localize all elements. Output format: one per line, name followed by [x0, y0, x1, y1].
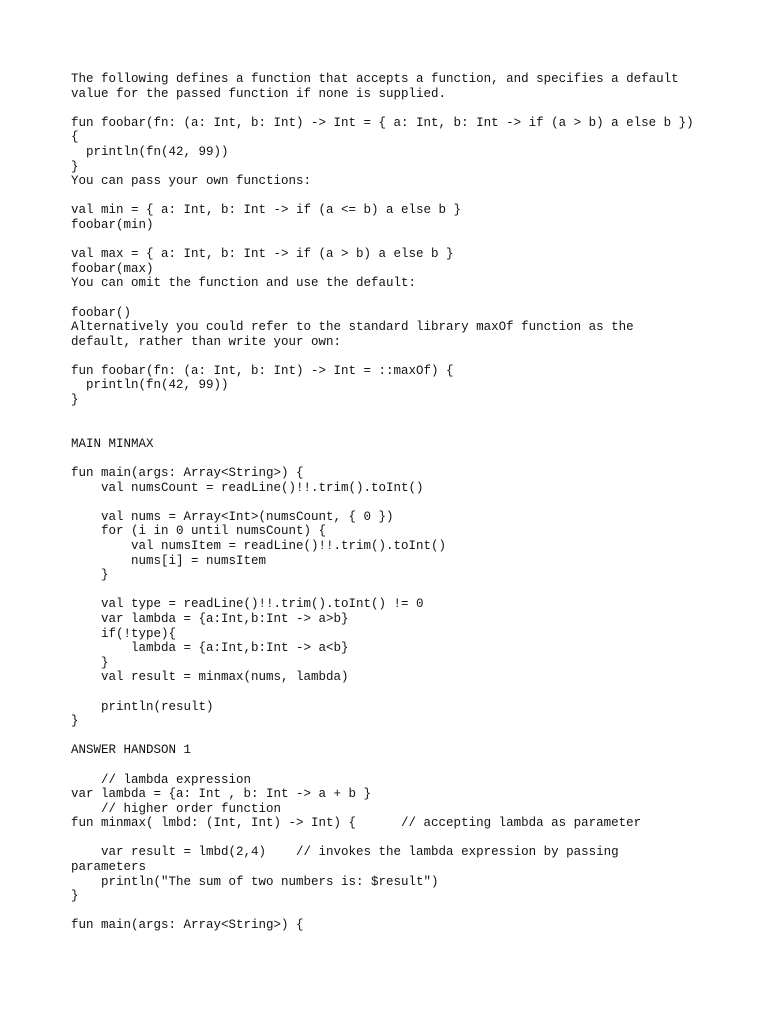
- text-line: val numsCount = readLine()!!.trim().toInt(): [71, 480, 424, 495]
- text-line: println(fn(42, 99)): [71, 144, 229, 159]
- text-line: default, rather than write your own:: [71, 334, 342, 349]
- text-line: You can omit the function and use the default:: [71, 276, 417, 291]
- text-line: foobar(max): [71, 261, 154, 276]
- text-line: // higher order function: [71, 801, 282, 816]
- text-line: nums[i] = numsItem: [71, 553, 267, 568]
- text-line: val min = { a: Int, b: Int -> if (a <= b) a else b }: [71, 203, 462, 218]
- text-line: [71, 904, 751, 919]
- text-line: }: [71, 159, 79, 174]
- text-line: [71, 233, 751, 248]
- text-line: {: [71, 130, 79, 145]
- text-line: fun minmax( lmbd: (Int, Int) -> Int) { // accepting lambda as parameter: [71, 816, 642, 831]
- text-line: You can pass your own functions:: [71, 174, 312, 189]
- text-line: [71, 408, 751, 423]
- text-line: fun main(args: Array<String>) {: [71, 466, 304, 481]
- text-line: parameters: [71, 860, 147, 875]
- text-line: for (i in 0 until numsCount) {: [71, 524, 327, 539]
- text-line: val numsItem = readLine()!!.trim().toInt(): [71, 539, 447, 553]
- text-line: println(fn(42, 99)): [71, 378, 229, 393]
- text-line: value for the passed function if none is supplied.: [71, 86, 447, 101]
- text-line: }: [71, 714, 79, 729]
- text-line: [71, 349, 751, 364]
- text-line: val type = readLine()!!.trim().toInt() != 0: [71, 597, 424, 612]
- text-line: var lambda = {a: Int , b: Int -> a + b }: [71, 787, 372, 802]
- text-line: [71, 189, 751, 204]
- text-line: fun foobar(fn: (a: Int, b: Int) -> Int = { a: Int, b: Int -> if (a > b) a else b }): [71, 115, 694, 130]
- text-line: ANSWER HANDSON 1: [71, 743, 192, 758]
- text-line: var lambda = {a:Int,b:Int -> a>b}: [71, 611, 349, 626]
- text-line: val max = { a: Int, b: Int -> if (a > b) a else b }: [71, 247, 454, 262]
- text-line: [71, 495, 751, 510]
- text-line: Alternatively you could refer to the standard library maxOf function as the: [71, 320, 634, 335]
- text-line: }: [71, 655, 109, 670]
- text-line: }: [71, 393, 79, 408]
- text-line: The following defines a function that accepts a function, and specifies a default: [71, 72, 679, 86]
- text-line: [71, 583, 751, 598]
- text-line: [71, 729, 751, 744]
- text-line: lambda = {a:Int,b:Int -> a<b}: [71, 641, 349, 656]
- text-line: [71, 101, 751, 116]
- text-line: }: [71, 568, 109, 583]
- text-line: [71, 831, 751, 846]
- text-line: val nums = Array<Int>(numsCount, { 0 }): [71, 509, 394, 524]
- text-line: [71, 758, 751, 773]
- text-line: // lambda expression: [71, 772, 252, 787]
- text-line: [71, 451, 751, 466]
- text-line: println(result): [71, 699, 214, 714]
- text-line: var result = lmbd(2,4) // invokes the lambda expression by passing: [71, 845, 619, 860]
- text-line: if(!type){: [71, 626, 177, 641]
- text-line: [71, 422, 751, 437]
- text-line: [71, 291, 751, 306]
- document-body: [71, 72, 751, 933]
- text-line: foobar(): [71, 305, 132, 320]
- text-line: fun foobar(fn: (a: Int, b: Int) -> Int = ::maxOf) {: [71, 363, 454, 378]
- text-line: MAIN MINMAX: [71, 436, 154, 451]
- text-line: foobar(min): [71, 217, 154, 232]
- text-line: }: [71, 889, 79, 904]
- text-line: val result = minmax(nums, lambda): [71, 670, 349, 685]
- text-line: [71, 685, 751, 700]
- text-line: fun main(args: Array<String>) {: [71, 918, 304, 933]
- text-line: println("The sum of two numbers is: $result"): [71, 874, 439, 889]
